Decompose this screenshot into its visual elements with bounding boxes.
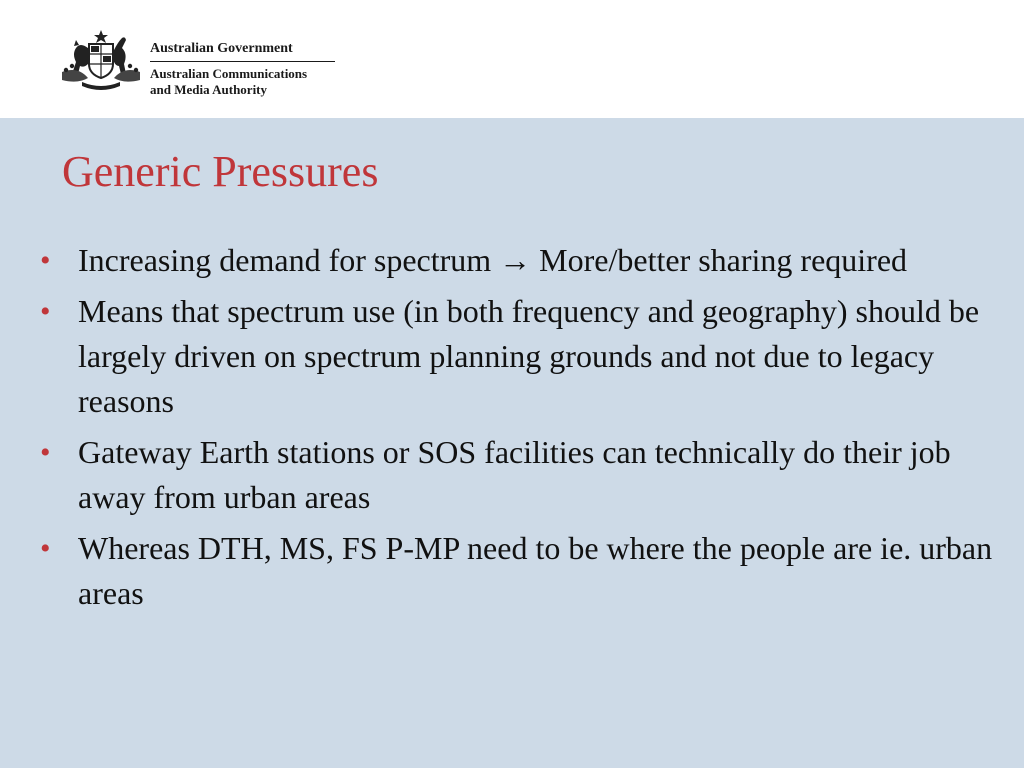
bullet-item — [40, 526, 1015, 616]
bullet-icon: • — [40, 532, 51, 565]
agency-name-line2: and Media Authority — [150, 82, 268, 97]
header-banner — [0, 0, 1024, 118]
bullet-icon: • — [40, 436, 51, 469]
slide-title: Generic Pressures — [62, 147, 379, 196]
slide-body — [0, 118, 1024, 768]
bullet-list — [40, 238, 1015, 622]
bullet-text: Means that spectrum use (in both frequency and geography) should be largely driven on spectrum planning grounds and not due to legacy reasons — [78, 293, 980, 419]
coat-of-arms-icon — [58, 28, 144, 92]
bullet-item — [40, 430, 1015, 520]
government-name: Australian Government — [150, 40, 335, 62]
bullet-item — [40, 238, 1015, 283]
bullet-text: Increasing demand for spectrum → More/better sharing required — [78, 242, 908, 278]
agency-name-line1: Australian Communications — [150, 66, 308, 81]
bullet-item — [40, 289, 1015, 424]
bullet-icon: • — [40, 244, 51, 277]
bullet-text: Whereas DTH, MS, FS P-MP need to be where the people are ie. urban areas — [78, 530, 993, 611]
bullet-icon: • — [40, 295, 51, 328]
bullet-text: Gateway Earth stations or SOS facilities can technically do their job away from urban areas — [78, 434, 951, 515]
agency-wordmark — [150, 40, 335, 98]
